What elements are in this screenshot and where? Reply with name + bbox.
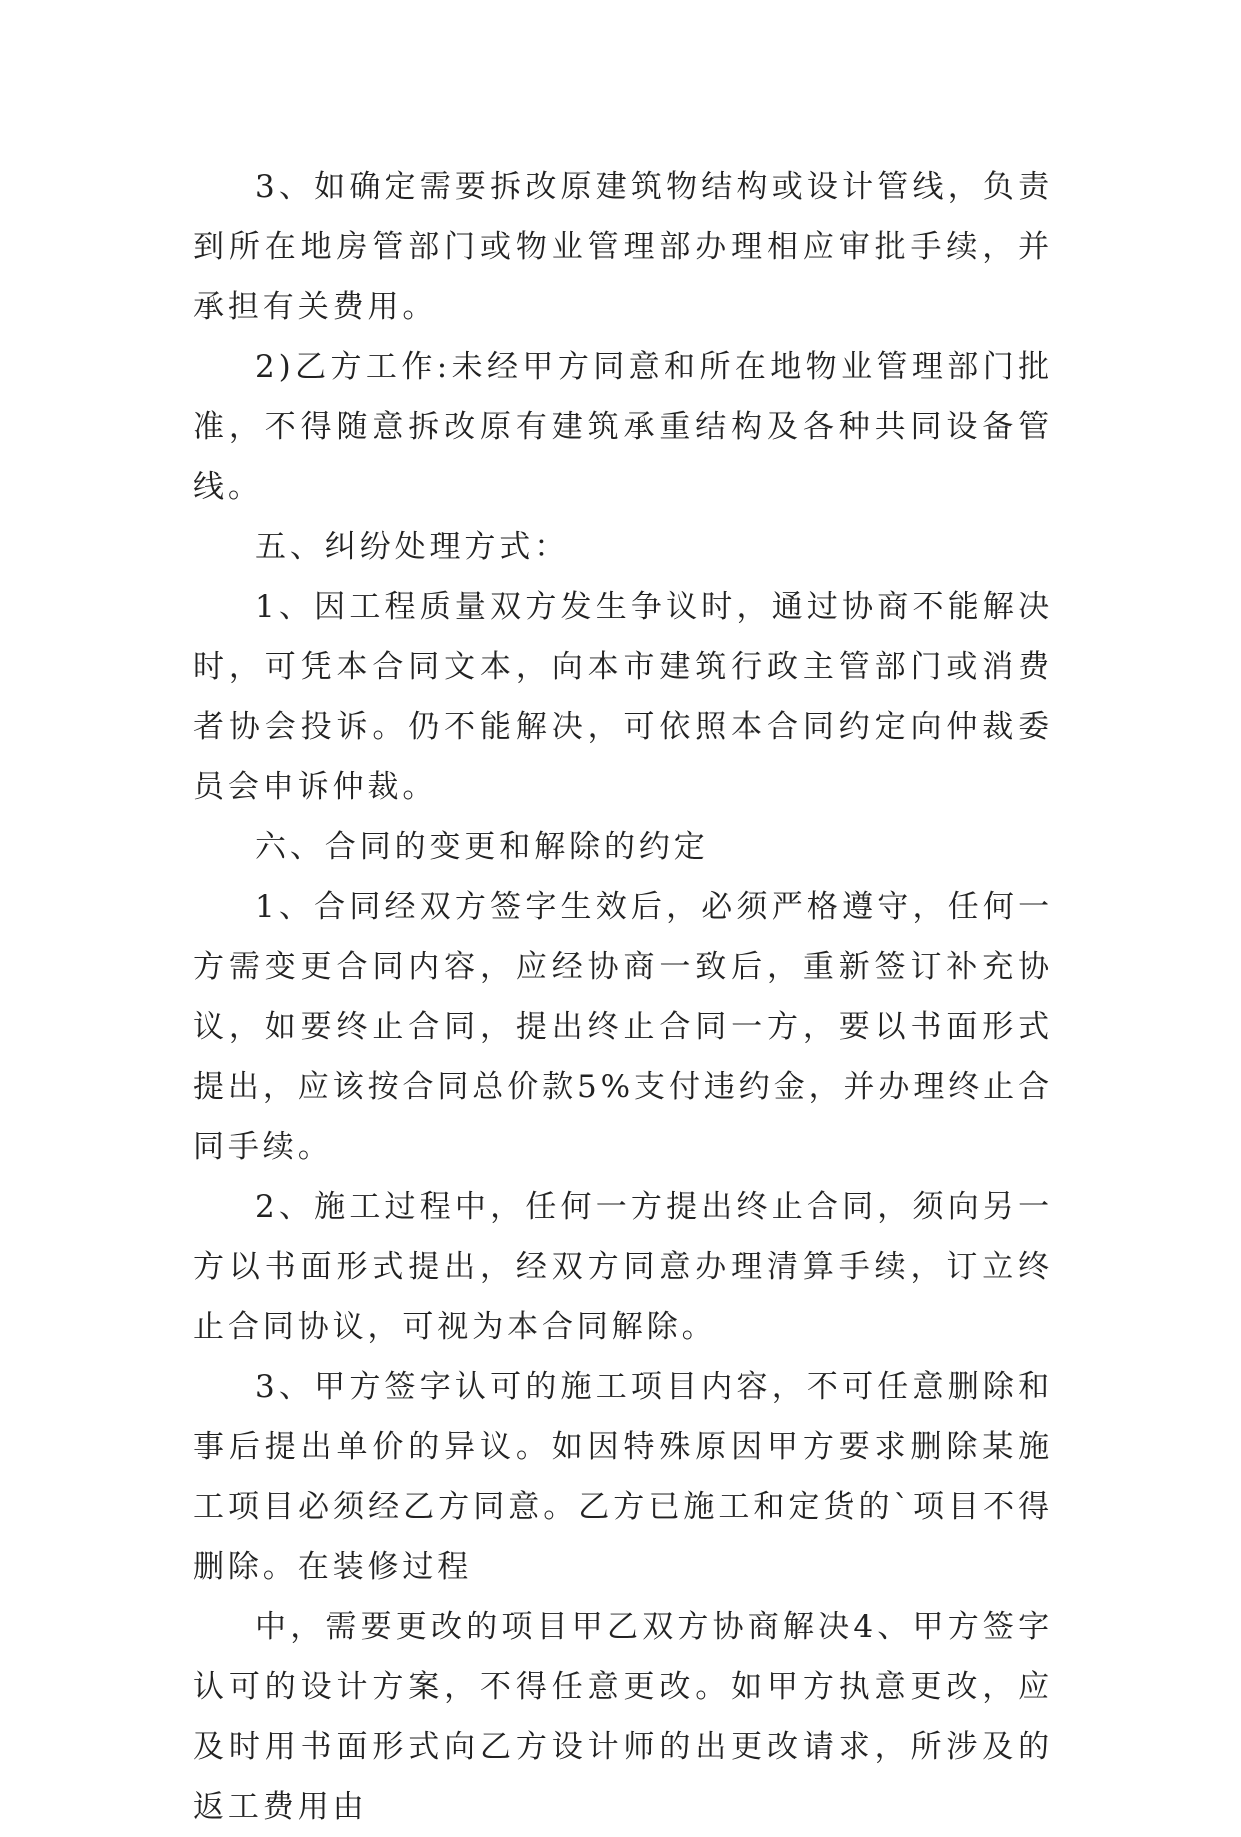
paragraph-contract-effect: 1、合同经双方签字生效后，必须严格遵守，任何一方需变更合同内容，应经协商一致后，重新签订补充协议，如要终止合同，提出终止合同一方，要以书面形式提出，应该按合同总价款5%支付违约金，并办理终止合同手续。 (193, 889, 1053, 1165)
section-heading-dispute: 五、纠纷处理方式： (255, 529, 570, 565)
paragraph-design-changes: 中，需要更改的项目甲乙双方协商解决4、甲方签字认可的设计方案，不得任意更改。如甲方执意更改，应及时用书面形式向乙方设计师的出更改请求，所涉及的返工费用由 (193, 1609, 1053, 1825)
document-body (193, 157, 1053, 1837)
paragraph-dispute-resolution: 1、因工程质量双方发生争议时，通过协商不能解决时，可凭本合同文本，向本市建筑行政主管部门或消费者协会投诉。仍不能解决，可依照本合同约定向仲裁委员会申诉仲裁。 (193, 589, 1053, 805)
paragraph-approved-items: 3、甲方签字认可的施工项目内容，不可任意删除和事后提出单价的异议。如因特殊原因甲方要求删除某施工项目必须经乙方同意。乙方已施工和定货的`项目不得删除。在装修过程 (193, 1369, 1053, 1585)
paragraph-demolition-approval: 3、如确定需要拆改原建筑物结构或设计管线，负责到所在地房管部门或物业管理部办理相应审批手续，并承担有关费用。 (193, 169, 1053, 325)
paragraph-party-b-work: 2)乙方工作:未经甲方同意和所在地物业管理部门批准，不得随意拆改原有建筑承重结构及各种共同设备管线。 (193, 349, 1053, 505)
section-heading-contract-change: 六、合同的变更和解除的约定 (255, 829, 709, 865)
paragraph-termination: 2、施工过程中，任何一方提出终止合同，须向另一方以书面形式提出，经双方同意办理清算手续，订立终止合同协议，可视为本合同解除。 (193, 1189, 1053, 1345)
